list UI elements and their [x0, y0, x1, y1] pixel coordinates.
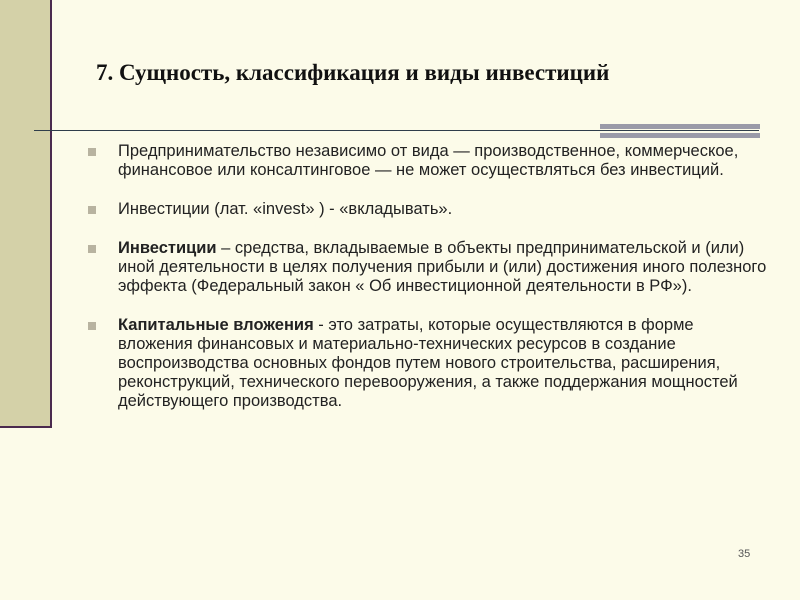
page-number: 35 [738, 548, 751, 560]
item-text: Инвестиции (лат. «invest» ) - «вкладывать». [118, 200, 453, 218]
side-decoration-bar [0, 0, 52, 428]
list-item [88, 142, 768, 180]
bullet-list [88, 142, 768, 411]
square-bullet-icon [88, 322, 96, 330]
list-item [88, 316, 768, 411]
slide-title: 7. Сущность, классификация и виды инвестиций [96, 60, 610, 85]
item-term: Капитальные вложения [118, 316, 314, 334]
item-text: – средства, вкладываемые в объекты предпринимательской и (или) иной деятельности в целях получения прибыли и (или) достижения иного полезного эффекта (Федеральный закон « Об инвестиционной деятельности в РФ»). [118, 239, 767, 295]
list-item [88, 200, 768, 219]
item-term: Инвестиции [118, 239, 217, 257]
item-text: Предпринимательство независимо от вида — производственное, коммерческое, финансовое или консалтинговое — не может осуществляться без инвестиций. [118, 142, 739, 179]
item-text: - это затраты, которые осуществляются в форме вложения финансовых и материально-технических ресурсов в создание воспроизводства основных фондов путем нового строительства, расширения, реконструкций, технического перевооружения, а также поддержания мощностей действующего производства. [118, 316, 738, 410]
square-bullet-icon [88, 245, 96, 253]
list-item [88, 239, 768, 296]
divider-accent-block [600, 124, 760, 138]
square-bullet-icon [88, 206, 96, 214]
square-bullet-icon [88, 148, 96, 156]
